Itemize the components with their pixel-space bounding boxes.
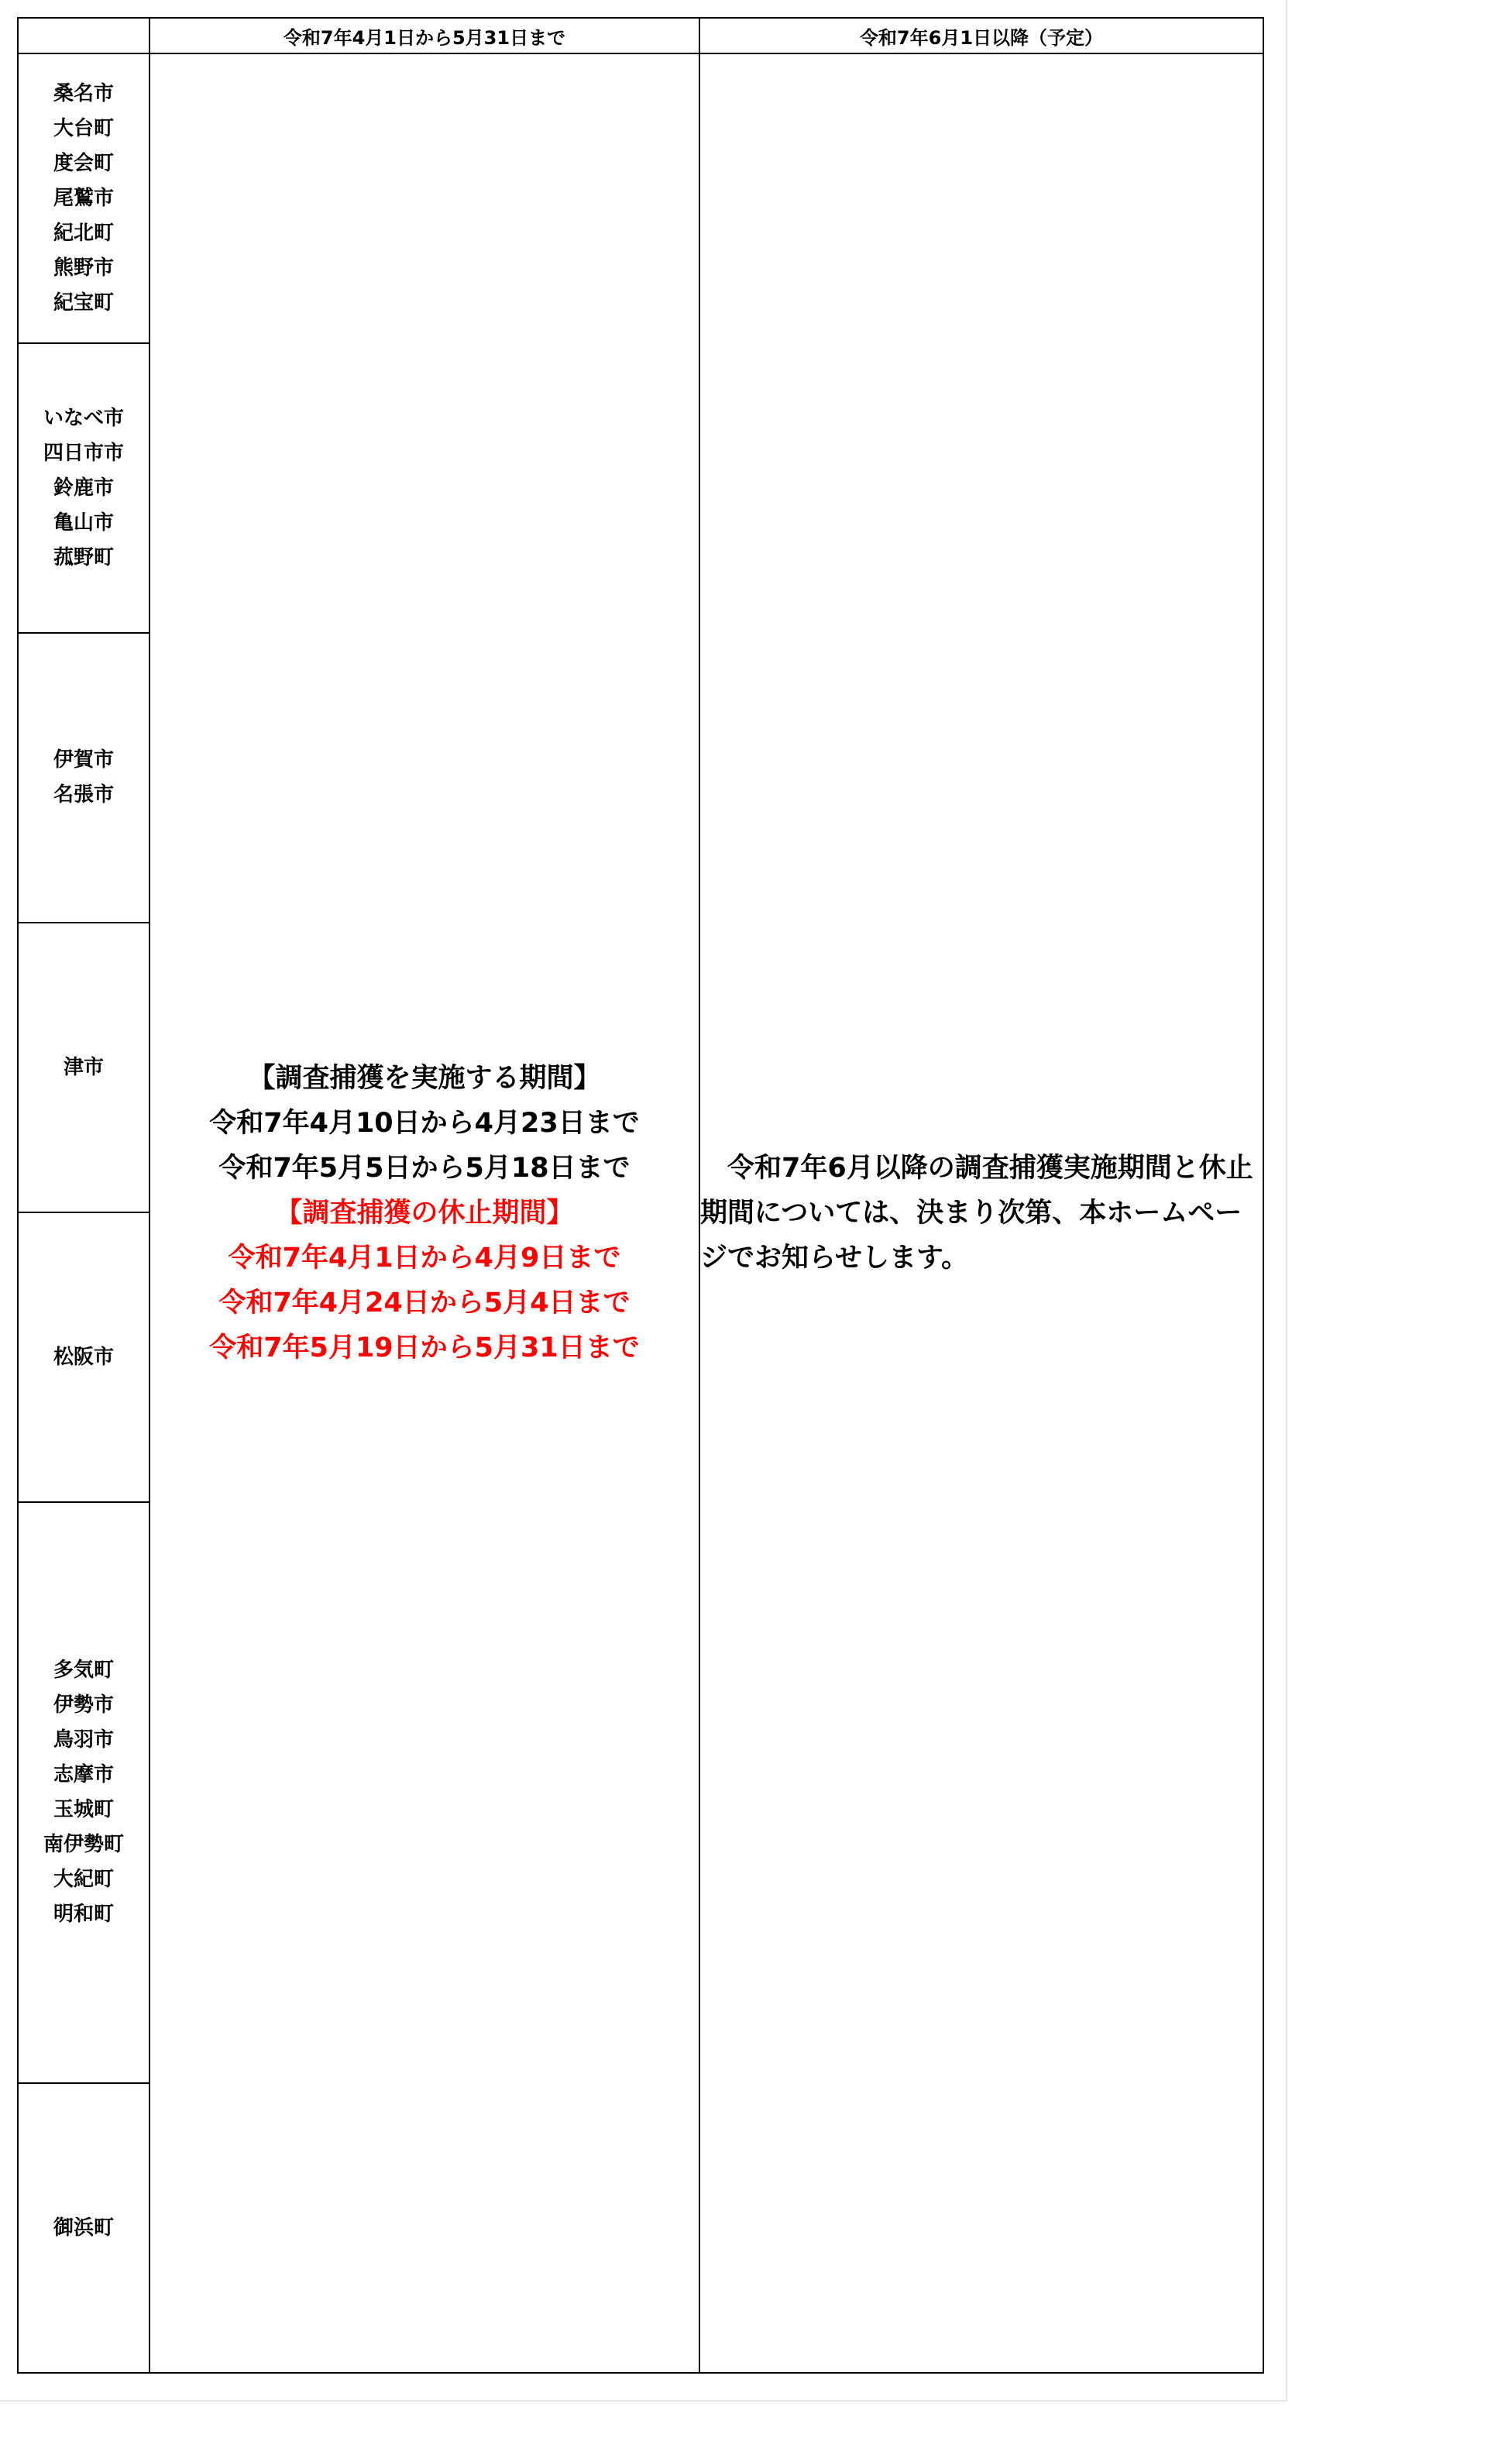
header-row [18,18,1263,53]
municipality-name: 紀宝町 [53,291,114,315]
implement-heading: 【調査捕獲を実施する期間】 [248,1063,601,1094]
header-later-cell: 令和7年6月1日以降（予定） [699,18,1263,53]
municipality-name: 伊勢市 [53,1693,114,1717]
municipality-name: 明和町 [53,1903,114,1926]
municipality-name: 松阪市 [53,1345,114,1369]
municipality-name: 津市 [63,1055,104,1079]
capture-schedule-table [17,17,1264,2374]
municipality-name: 亀山市 [53,511,114,535]
municipality-name: 南伊勢町 [43,1833,124,1856]
municipality-group-5 [18,1212,149,1502]
municipality-name: 大紀町 [53,1868,114,1891]
suspend-line: 令和7年4月24日から5月4日まで [218,1288,631,1319]
implement-line: 令和7年4月10日から4月23日まで [209,1108,640,1139]
municipality-name: いなべ市 [43,406,124,430]
municipality-group-4 [18,923,149,1212]
municipality-name: 鳥羽市 [53,1728,114,1752]
municipality-group-3 [18,633,149,923]
municipality-group-6 [18,1502,149,2083]
municipality-name: 大台町 [53,116,114,140]
page-edge-right [1286,0,1287,2402]
header-period-cell: 令和7年4月1日から5月31日まで [149,18,699,53]
municipality-name: 熊野市 [53,256,114,280]
municipality-name: 伊賀市 [53,748,114,772]
municipality-name: 四日市市 [43,441,124,465]
municipality-name: 菰野町 [53,545,114,569]
municipality-group-7 [18,2083,149,2373]
municipality-name: 度会町 [53,151,114,175]
municipality-name: 多気町 [53,1659,114,1682]
municipality-name: 玉城町 [53,1798,114,1821]
municipality-group-2 [18,343,149,633]
municipality-name: 志摩市 [53,1763,114,1786]
page-edge-bottom [0,2400,1287,2402]
municipality-name: 鈴鹿市 [53,476,114,500]
suspend-line: 令和7年4月1日から4月9日まで [228,1243,621,1274]
municipality-name: 桑名市 [53,81,114,105]
implement-line: 令和7年5月5日から5月18日まで [218,1153,631,1184]
municipality-name: 御浜町 [53,2216,114,2240]
suspend-heading: 【調査捕獲の休止期間】 [275,1198,574,1229]
municipality-name: 紀北町 [53,221,114,245]
later-notice-text: 令和7年6月以降の調査捕獲実施期間と休止期間については、決まり次第、本ホームページでお知らせします。 [700,1153,1253,1274]
table-row [18,53,1263,343]
municipality-name: 名張市 [53,783,114,806]
later-cell [699,53,1263,2373]
municipality-name: 尾鷲市 [53,186,114,210]
period-cell [149,53,699,2373]
municipality-group-1 [18,53,149,343]
header-blank-cell [18,18,149,53]
suspend-line: 令和7年5月19日から5月31日まで [209,1332,640,1363]
